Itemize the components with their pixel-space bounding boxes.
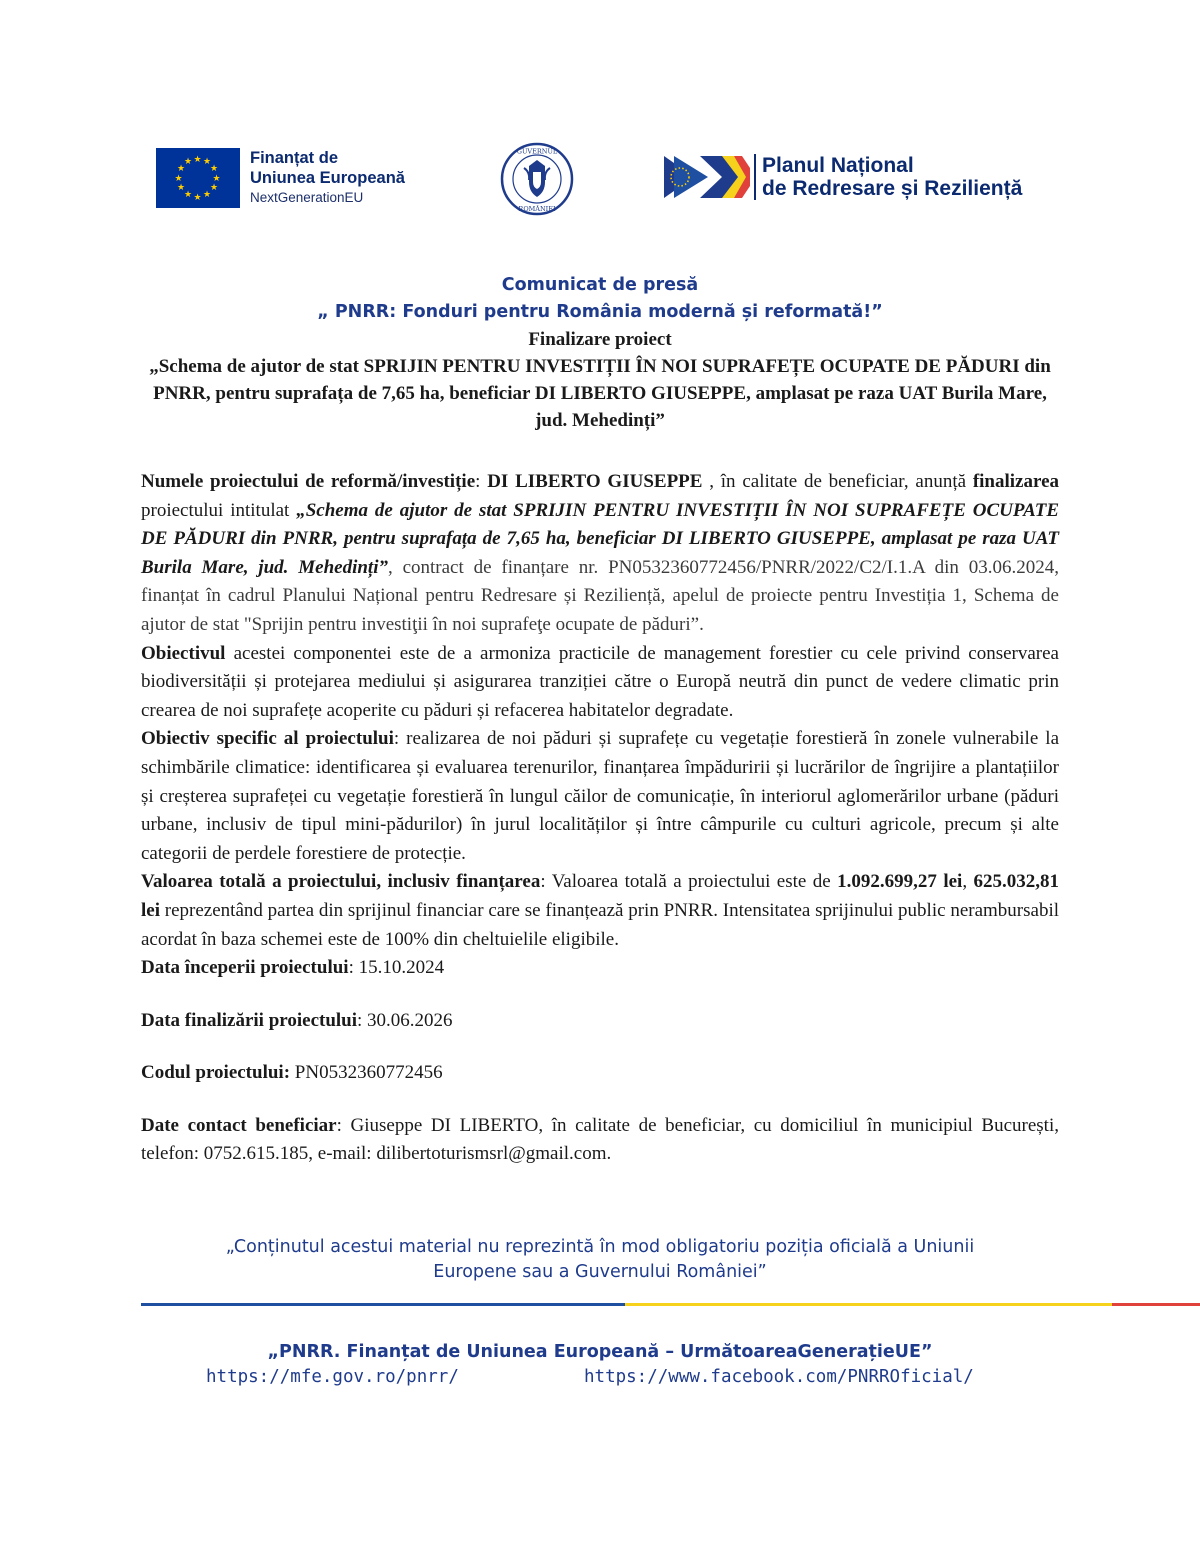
eu-star-icon: ★ (203, 188, 212, 199)
value-text-1: : Valoarea totală a proiectului este de (540, 871, 838, 893)
value-text-2: reprezentând partea din sprijinul financiar care se finanțează prin PNRR. Intensitatea sprijinului public nerambursabil acordat în baza schemei este de 100% din cheltuielile eligibile. (141, 899, 1059, 950)
eu-star-icon: ★ (184, 156, 193, 167)
title-line-2: „ PNRR: Fonduri pentru România modernă și reformată!” (317, 302, 883, 322)
eu-star-icon: ★ (193, 153, 202, 164)
title-line-3: Finalizare proiect (528, 329, 672, 350)
eu-line-1: Finanțat de (250, 149, 339, 167)
eu-funding-text (250, 148, 405, 208)
code-value: PN0532360772456 (290, 1062, 443, 1084)
contact-paragraph (141, 1112, 1059, 1169)
start-date (141, 954, 1059, 983)
pnrr-arrows-icon (664, 152, 750, 202)
eu-star-icon: ★ (193, 191, 202, 202)
svg-text:ROMÂNIEI: ROMÂNIEI (518, 205, 556, 213)
contact-text: : Giuseppe DI LIBERTO, în calitate de beneficiar, cu domiciliul în municipiul București, telefon: 0752.615.185, e-mail: dilibertoturismsrl@gmail.com. (141, 1114, 1059, 1165)
intro-text-1: , în calitate de beneficiar, anunță (702, 471, 973, 492)
value-label: Valoarea totală a proiectului, inclusiv finanțarea (141, 871, 541, 893)
objective-label: Obiectivul (141, 642, 226, 664)
eu-star-icon: ★ (203, 156, 212, 167)
eu-star-icon: ★ (177, 182, 186, 192)
pnrr-line-1: Planul Național (762, 154, 914, 177)
project-code (141, 1059, 1059, 1088)
pnrr-text (762, 154, 1022, 200)
end-date (141, 1007, 1059, 1036)
value-paragraph (141, 868, 1059, 954)
facebook-link[interactable]: https://www.facebook.com/PNRROficial/ (584, 1367, 974, 1387)
title-line-1: Comunicat de presă (501, 275, 699, 295)
end-value: : 30.06.2026 (357, 1009, 453, 1031)
eu-line-3: NextGenerationEU (250, 190, 364, 205)
pnrr-separator (754, 154, 756, 200)
objective-text: acestei componentei este de a armoniza practicile de management forestier cu cele privind conservarea biodiversității și protejarea mediului și asigurarea tranziției către o Europă neutră din punct de vedere climatic prin crearea de noi suprafețe acoperite cu păduri și refacerea habitatelor degradate. (141, 642, 1059, 721)
rule-yellow (625, 1303, 1112, 1306)
intro-label: Numele proiectului de reformă/investiție (141, 471, 476, 492)
contact-label: Date contact beneficiar (141, 1114, 337, 1136)
objective-paragraph (141, 640, 1059, 726)
eu-flag-icon (156, 148, 240, 208)
end-label: Data finalizării proiectului (141, 1009, 358, 1031)
eu-star-icon: ★ (212, 172, 221, 183)
disclaimer (120, 1235, 1080, 1285)
press-release-title (100, 272, 1100, 434)
start-label: Data începerii proiectului (141, 957, 349, 979)
intro-text-3: , contract de finanțare nr. PN0532360772456/PNRR/2022/C2/I.1.A din 03.06.2024, finanțat în cadrul Planului Național pentru Redresare și Reziliență, apelul de proiecte pentru Investiția 1, Schema de ajutor de stat "Sprijin pentru investiţii în noi suprafeţe ocupate de păduri”. (141, 556, 1059, 635)
rule-red (1112, 1303, 1200, 1306)
eu-star-icon: ★ (174, 172, 183, 183)
intro-paragraph: Numele proiectului de reformă/investiție: DI LIBERTO GIUSEPPE , în calitate de beneficiar, anunță finalizarea proiectului intitulat „Schema de ajutor de stat SPRIJIN PENTRU INVESTIȚII ÎN NOI SUPRAFEȚE OCUPATE DE PĂDURI din PNRR, pentru suprafața de 7,65 ha, beneficiar DI LIBERTO GIUSEPPE, amplasat pe raza UAT Burila Mare, jud. Mehedinți”, contract de finanțare nr. PN0532360772456/PNRR/2022/C2/I.1.A din 03.06.2024, finanțat în cadrul Planului Național pentru Redresare și Reziliență, apelul de proiecte pentru Investiția 1, Schema de ajutor de stat "Sprijin pentru investiţii în noi suprafeţe ocupate de păduri”. (141, 471, 1059, 635)
footer-tagline: „PNRR. Finanțat de Uniunea Europeană – UrmătoareaGenerațieUE” (267, 1342, 933, 1362)
beneficiary-name: DI LIBERTO GIUSEPPE (487, 471, 703, 492)
disclaimer-line-1: „Conținutul acestui material nu reprezintă în mod obligatoriu poziția oficială a Uniunii (225, 1237, 975, 1257)
eu-star-icon: ★ (177, 163, 186, 173)
disclaimer-line-2: Europene sau a Guvernului României” (433, 1262, 767, 1282)
project-title: „Schema de ajutor de stat SPRIJIN PENTRU INVESTIȚII ÎN NOI SUPRAFEȚE OCUPATE DE PĂDURI din PNRR, pentru suprafața de 7,65 ha, beneficiar DI LIBERTO GIUSEPPE, amplasat pe raza UAT Burila Mare, jud. Mehedinți” (141, 499, 1059, 578)
specific-objective-paragraph (141, 725, 1059, 868)
value-total: 1.092.699,27 lei (837, 871, 963, 893)
eu-star-icon: ★ (184, 188, 193, 199)
eu-star-icon: ★ (209, 163, 219, 173)
svg-text:GUVERNUL: GUVERNUL (516, 147, 558, 156)
romanian-government-seal-icon (500, 142, 574, 216)
intro-text-2: proiectului intitulat (141, 499, 297, 521)
title-line-4: „Schema de ajutor de stat SPRIJIN PENTRU INVESTIȚII ÎN NOI SUPRAFEȚE OCUPATE DE PĂDURI din PNRR, pentru suprafața de 7,65 ha, beneficiar DI LIBERTO GIUSEPPE, amplasat pe raza UAT Burila Mare, jud. Mehedinți” (149, 356, 1051, 431)
eu-star-icon: ★ (209, 182, 219, 192)
mfe-link[interactable]: https://mfe.gov.ro/pnrr/ (206, 1367, 459, 1387)
specific-text: : realizarea de noi păduri și suprafețe cu vegetație forestieră în zonele vulnerabile la schimbările climatice: identificarea și evaluarea terenurilor, finanțarea împăduririi și lucrărilor de îngrijire a plantațiilor și creșterea suprafeței cu vegetație forestieră în lungul căilor de comunicație, în interiorul aglomerărilor urbane (păduri urbane, inclusiv de tipul mini-pădurilor) în jurul localităților și între câmpurile cu culturi agricole, precum și alte categorii de perdele forestiere de protecție. (141, 728, 1059, 864)
eu-line-2: Uniunea Europeană (250, 169, 405, 187)
value-sep: , (962, 871, 974, 893)
pnrr-line-2: de Redresare și Reziliență (762, 177, 1023, 200)
footer (100, 1340, 1100, 1365)
rule-blue (141, 1303, 625, 1306)
code-label: Codul proiectului: (141, 1062, 291, 1084)
start-value: : 15.10.2024 (348, 957, 445, 979)
value-pnrr: 625.032,81 lei (141, 871, 1060, 921)
eu-funding-logo (156, 148, 405, 208)
specific-label: Obiectiv specific al proiectului (141, 728, 394, 750)
press-release-body (141, 468, 1059, 1169)
intro-finalizarea: finalizarea (972, 471, 1059, 492)
pnrr-logo (664, 152, 1022, 202)
